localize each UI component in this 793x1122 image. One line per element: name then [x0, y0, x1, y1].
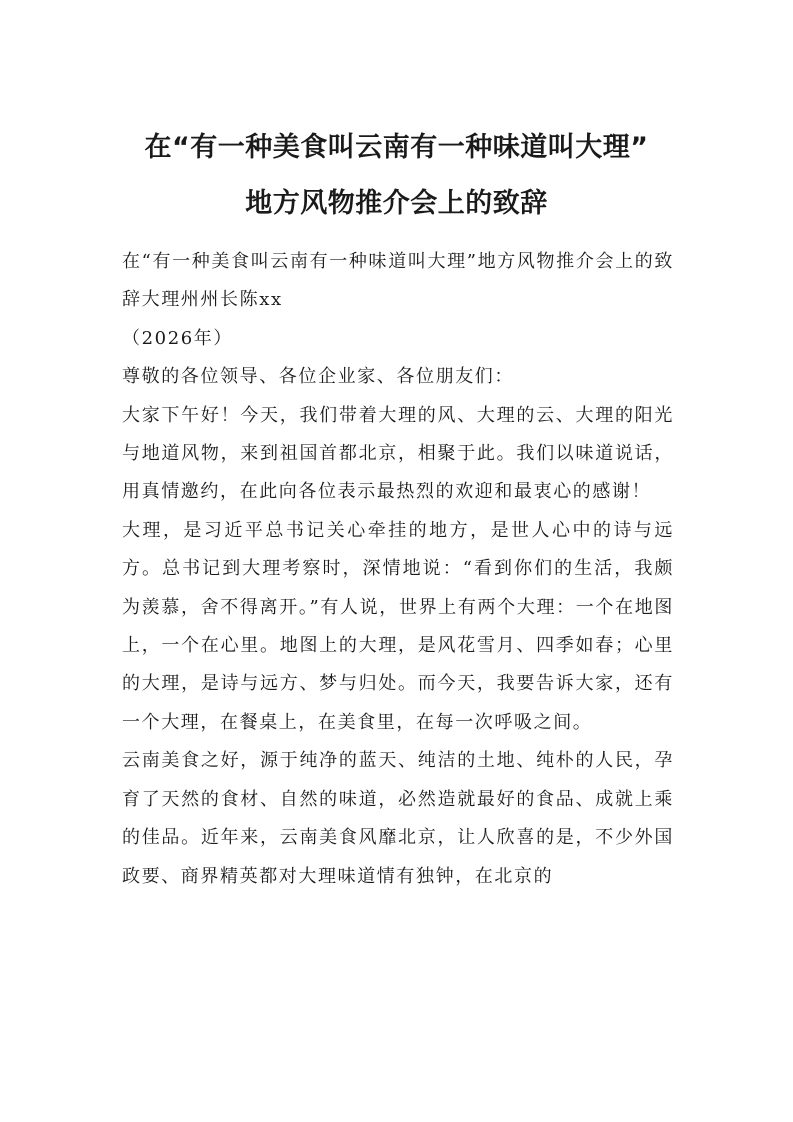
paragraph-yunnan-food: 云南美食之好，源于纯净的蓝天、纯洁的土地、纯朴的人民，孕育了天然的食材、自然的味道，必然造就最好的食品、成就上乘的佳品。近年来，云南美食风靡北京，让人欣喜的是，不少外国政要、商界精英都对大理味道情有独钟，在北京的 [122, 750, 674, 887]
document-body [122, 243, 674, 896]
paragraph-year: （2026年） [122, 327, 234, 349]
paragraph-dali: 大理，是习近平总书记关心牵挂的地方，是世人心中的诗与远方。总书记到大理考察时，深情地说：“看到你们的生活，我颇为羡慕，舍不得离开。”有人说，世界上有两个大理：一个在地图上，一个在心里。地图上的大理，是风花雪月、四季如春；心里的大理，是诗与远方、梦与归处。而今天，我要告诉大家，还有一个大理，在餐桌上，在美食里，在每一次呼吸之间。 [122, 519, 674, 733]
document-title [0, 120, 793, 232]
paragraph-heading: 在“有一种美食叫云南有一种味道叫大理”地方风物推介会上的致辞大理州州长陈xx [122, 251, 674, 311]
title-line-2: 地方风物推介会上的致辞 [245, 188, 548, 219]
title-line-1: 在“有一种美食叫云南有一种味道叫大理” [144, 132, 649, 163]
paragraph-salutation: 尊敬的各位领导、各位企业家、各位朋友们： [122, 366, 514, 388]
paragraph-greeting: 大家下午好！今天，我们带着大理的风、大理的云、大理的阳光与地道风物，来到祖国首都北京，相聚于此。我们以味道说话，用真情邀约，在此向各位表示最热烈的欢迎和最衷心的感谢！ [122, 404, 674, 503]
